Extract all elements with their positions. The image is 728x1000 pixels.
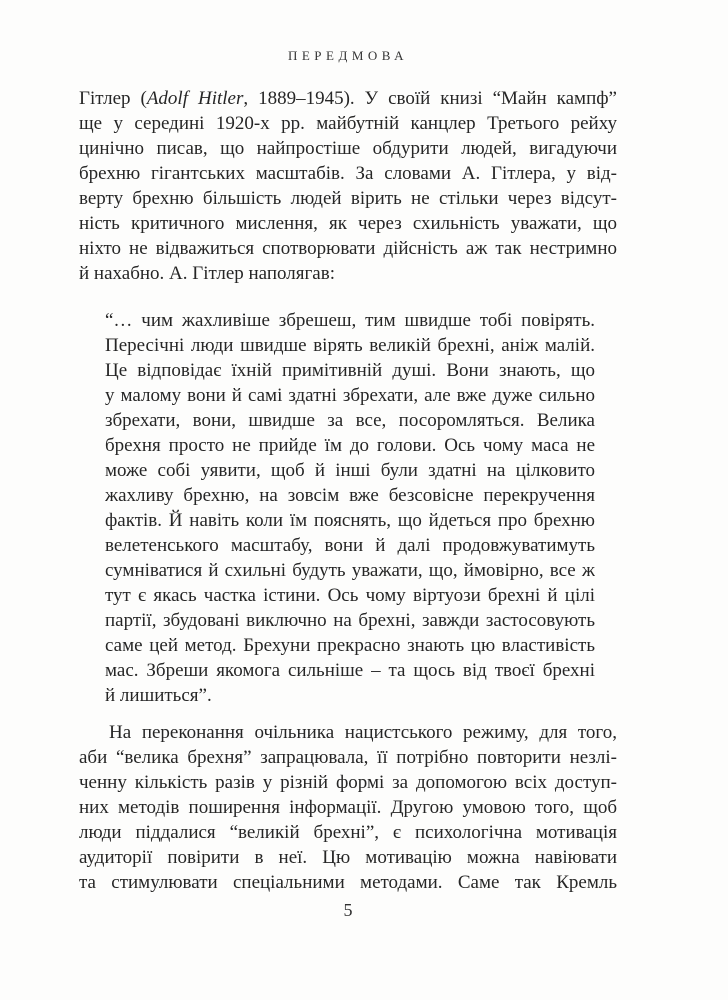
text-line: ніхто не відважиться спотворювати дійсність аж так нестримно (79, 238, 617, 259)
paragraph-big-lie (79, 720, 617, 895)
text-line: тут є якась частка істини. Ось чому віртуози брехні й цілі (105, 585, 595, 606)
text-line: може собі уявити, щоб й інші були здатні на цілковито (105, 460, 595, 481)
text-line: люди піддалися “великій брехні”, є психологічна мотивація (79, 822, 617, 843)
text-line: них методів поширення інформації. Другою умовою того, щоб (79, 797, 617, 818)
text-line: збрехати, вони, швидше за все, посоромляться. Велика (105, 410, 595, 431)
text-line: ченну кількість разів у різній формі за допомогою всіх доступ- (79, 772, 617, 793)
paragraph-intro (79, 86, 617, 286)
italic-latin-name: Adolf Hitler (146, 88, 244, 109)
text-line: Це відповідає їхній примітивній душі. Вони знають, що (105, 360, 595, 381)
text-line: та стимулювати спеціальними методами. Саме так Кремль (79, 872, 617, 893)
text-line: й нахабно. А. Гітлер наполягав: (79, 263, 335, 284)
text-line: брехня просто не прийде їм до голови. Ось чому маса не (105, 435, 595, 456)
text-line: На переконання очільника нацистського режиму, для того, (109, 722, 617, 743)
text-line: у малому вони й самі здатні збрехати, але вже дуже сильно (105, 385, 595, 406)
text-line: велетенського масштабу, вони й далі продовжуватимуть (105, 535, 595, 556)
text-line: аудиторії повірити в неї. Цю мотивацію можна навіювати (79, 847, 617, 868)
text-line: мас. Збреши якомога сильніше – та щось від твоєї брехні (105, 660, 595, 681)
text-line: ще у середині 1920-х рр. майбутній канцлер Третього рейху (79, 113, 617, 134)
text-line: Пересічні люди швидше вірять великій брехні, аніж малій. (105, 335, 595, 356)
text-line: сумніватися й схильні будуть уважати, що, ймовірно, все ж (105, 560, 595, 581)
text-line: й лишиться”. (105, 685, 212, 706)
hitler-quote-block (105, 308, 595, 708)
text-line: “… чим жахливіше збрешеш, тим швидше тобі повірять. (105, 310, 595, 331)
text-line: ність критичного мислення, як через схильність уважати, що (79, 213, 617, 234)
text-line: партії, збудовані виключно на брехні, завжди застосовують (105, 610, 595, 631)
text-line: фактів. Й навіть коли їм пояснять, що йдеться про брехню (105, 510, 595, 531)
text-line: жахливу брехню, на зовсім вже безсовісне перекручення (105, 485, 595, 506)
text-line: саме цей метод. Брехуни прекрасно знають цю властивість (105, 635, 595, 656)
text-line: брехню гігантських масштабів. За словами А. Гітлера, у від- (79, 163, 617, 184)
page-number: 5 (343, 900, 353, 920)
text-line: верту брехню більшість людей вірить не стільки через відсут- (79, 188, 617, 209)
text-line: аби “велика брехня” запрацювала, її потрібно повторити незлі- (79, 747, 617, 768)
text-line: цинічно писав, що найпростіше обдурити людей, вигадуючи (79, 138, 617, 159)
text-line: Гітлер (Adolf Hitler, 1889–1945). У своїй книзі “Майн кампф” (79, 88, 617, 109)
chapter-heading: ПЕРЕДМОВА (287, 48, 409, 63)
page-body (79, 86, 617, 895)
